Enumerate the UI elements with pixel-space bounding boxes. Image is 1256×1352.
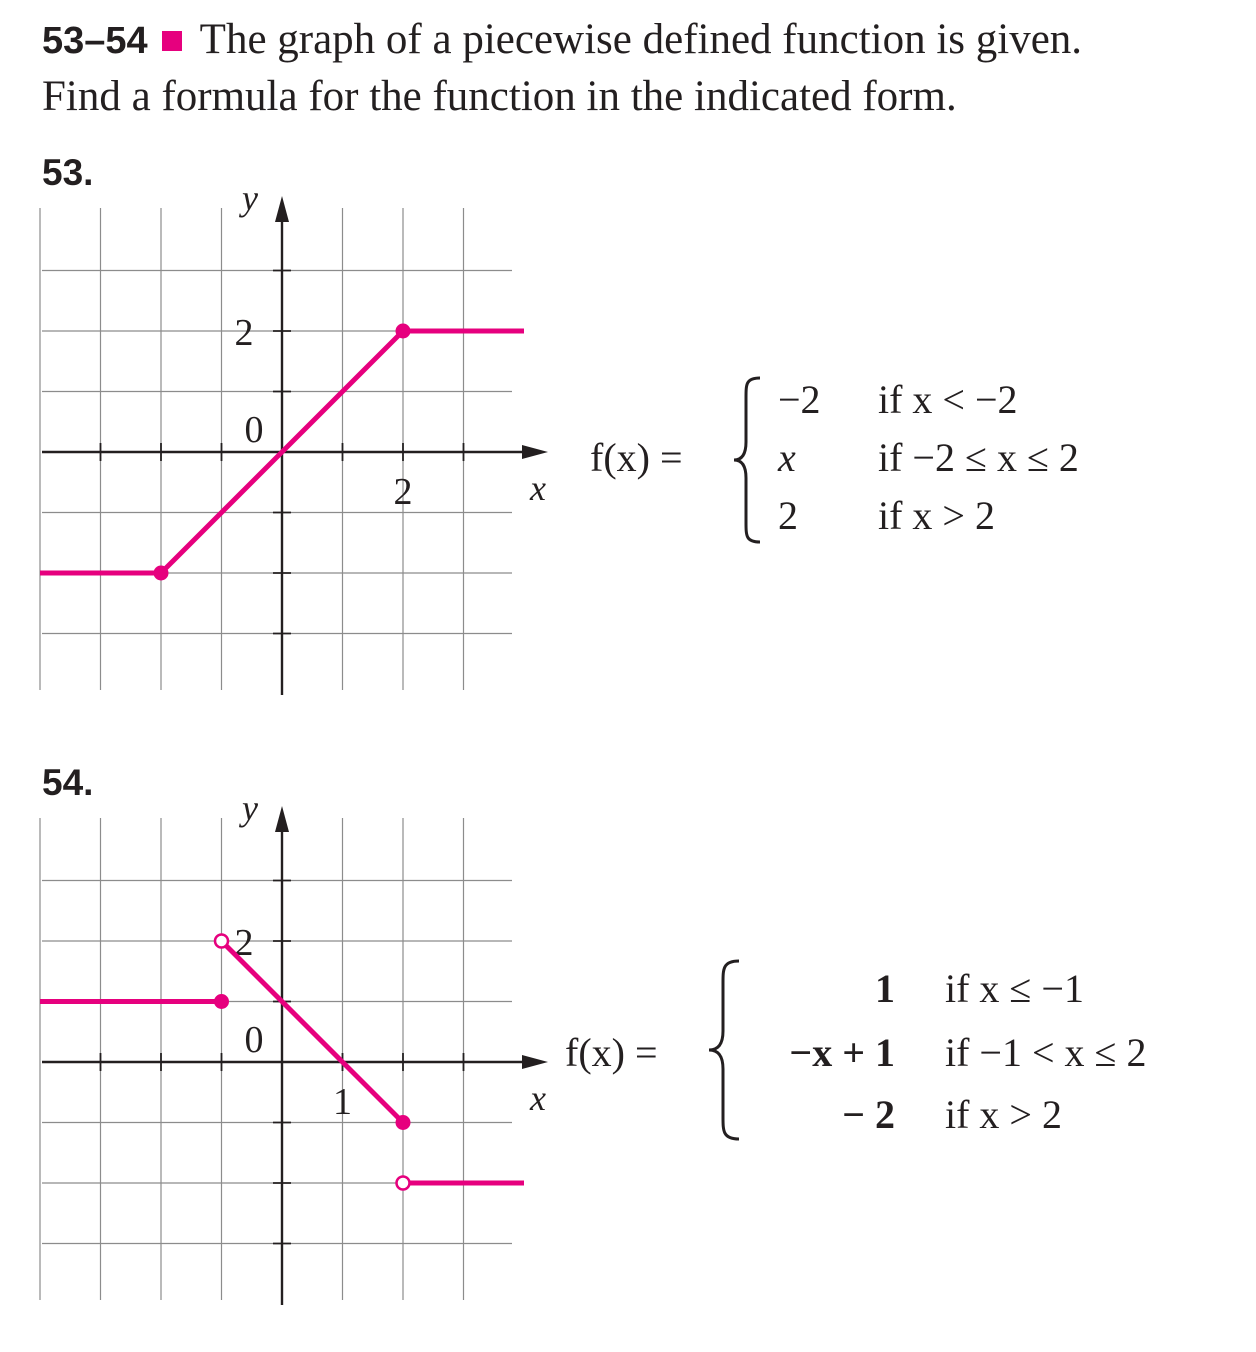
origin-label: 0 — [244, 409, 264, 451]
y-axis-label: y — [242, 180, 258, 218]
x-axis-arrow-icon — [522, 1055, 548, 1069]
y-axis-arrow-icon — [275, 806, 289, 832]
case-cond-3: if x > 2 — [878, 493, 995, 538]
case-expr-1: −2 — [778, 377, 821, 422]
case-expr-2: x — [778, 435, 796, 480]
closed-point — [396, 324, 411, 339]
left-brace-icon — [730, 374, 766, 546]
case-expr-3: − 2 — [842, 1092, 895, 1137]
grid — [40, 818, 512, 1300]
closed-point — [396, 1115, 411, 1130]
y-axis-arrow-icon — [275, 196, 289, 222]
exercise-heading — [42, 12, 1242, 125]
y-tick-label: 2 — [234, 922, 254, 964]
origin-label: 0 — [244, 1019, 264, 1061]
x-axis-label: x — [530, 1078, 546, 1118]
y-tick-label: 2 — [234, 312, 254, 354]
case-cond-1: if x ≤ −1 — [945, 966, 1084, 1011]
problem-53-label: 53. — [42, 152, 94, 193]
accent-square-icon — [162, 31, 182, 51]
case-cond-2: if −2 ≤ x ≤ 2 — [878, 435, 1079, 480]
problem-53-formula — [590, 370, 1190, 550]
closed-point — [154, 566, 169, 581]
problem-54-graph — [0, 790, 570, 1320]
case-expr-3: 2 — [778, 493, 798, 538]
case-cond-3: if x > 2 — [945, 1092, 1062, 1137]
grid — [40, 208, 512, 690]
heading-line-1 — [42, 12, 1242, 69]
closed-point — [214, 994, 229, 1009]
problem-54-formula — [565, 955, 1245, 1145]
case-cond-2: if −1 < x ≤ 2 — [945, 1030, 1147, 1075]
formula-lhs: f(x) = — [590, 435, 683, 480]
case-expr-1: 1 — [875, 966, 895, 1011]
left-brace-icon — [705, 957, 745, 1143]
heading-text-2: Find a formula for the function in the indicated form. — [42, 73, 957, 120]
problem-53-graph — [0, 180, 570, 710]
y-axis-label: y — [242, 790, 258, 828]
open-point — [215, 935, 228, 948]
problem-54-label: 54. — [42, 762, 94, 803]
heading-text-1: The graph of a piecewise defined function is given. — [199, 16, 1083, 63]
case-cond-1: if x < −2 — [878, 377, 1018, 422]
x-tick-label: 2 — [393, 471, 413, 513]
open-point — [397, 1177, 410, 1190]
x-axis-arrow-icon — [522, 445, 548, 459]
formula-lhs: f(x) = — [565, 1030, 658, 1075]
exercise-number: 53–54 — [42, 20, 148, 62]
x-tick-label: 1 — [333, 1081, 352, 1123]
case-expr-2: −x + 1 — [789, 1030, 895, 1075]
x-axis-label: x — [530, 468, 546, 508]
